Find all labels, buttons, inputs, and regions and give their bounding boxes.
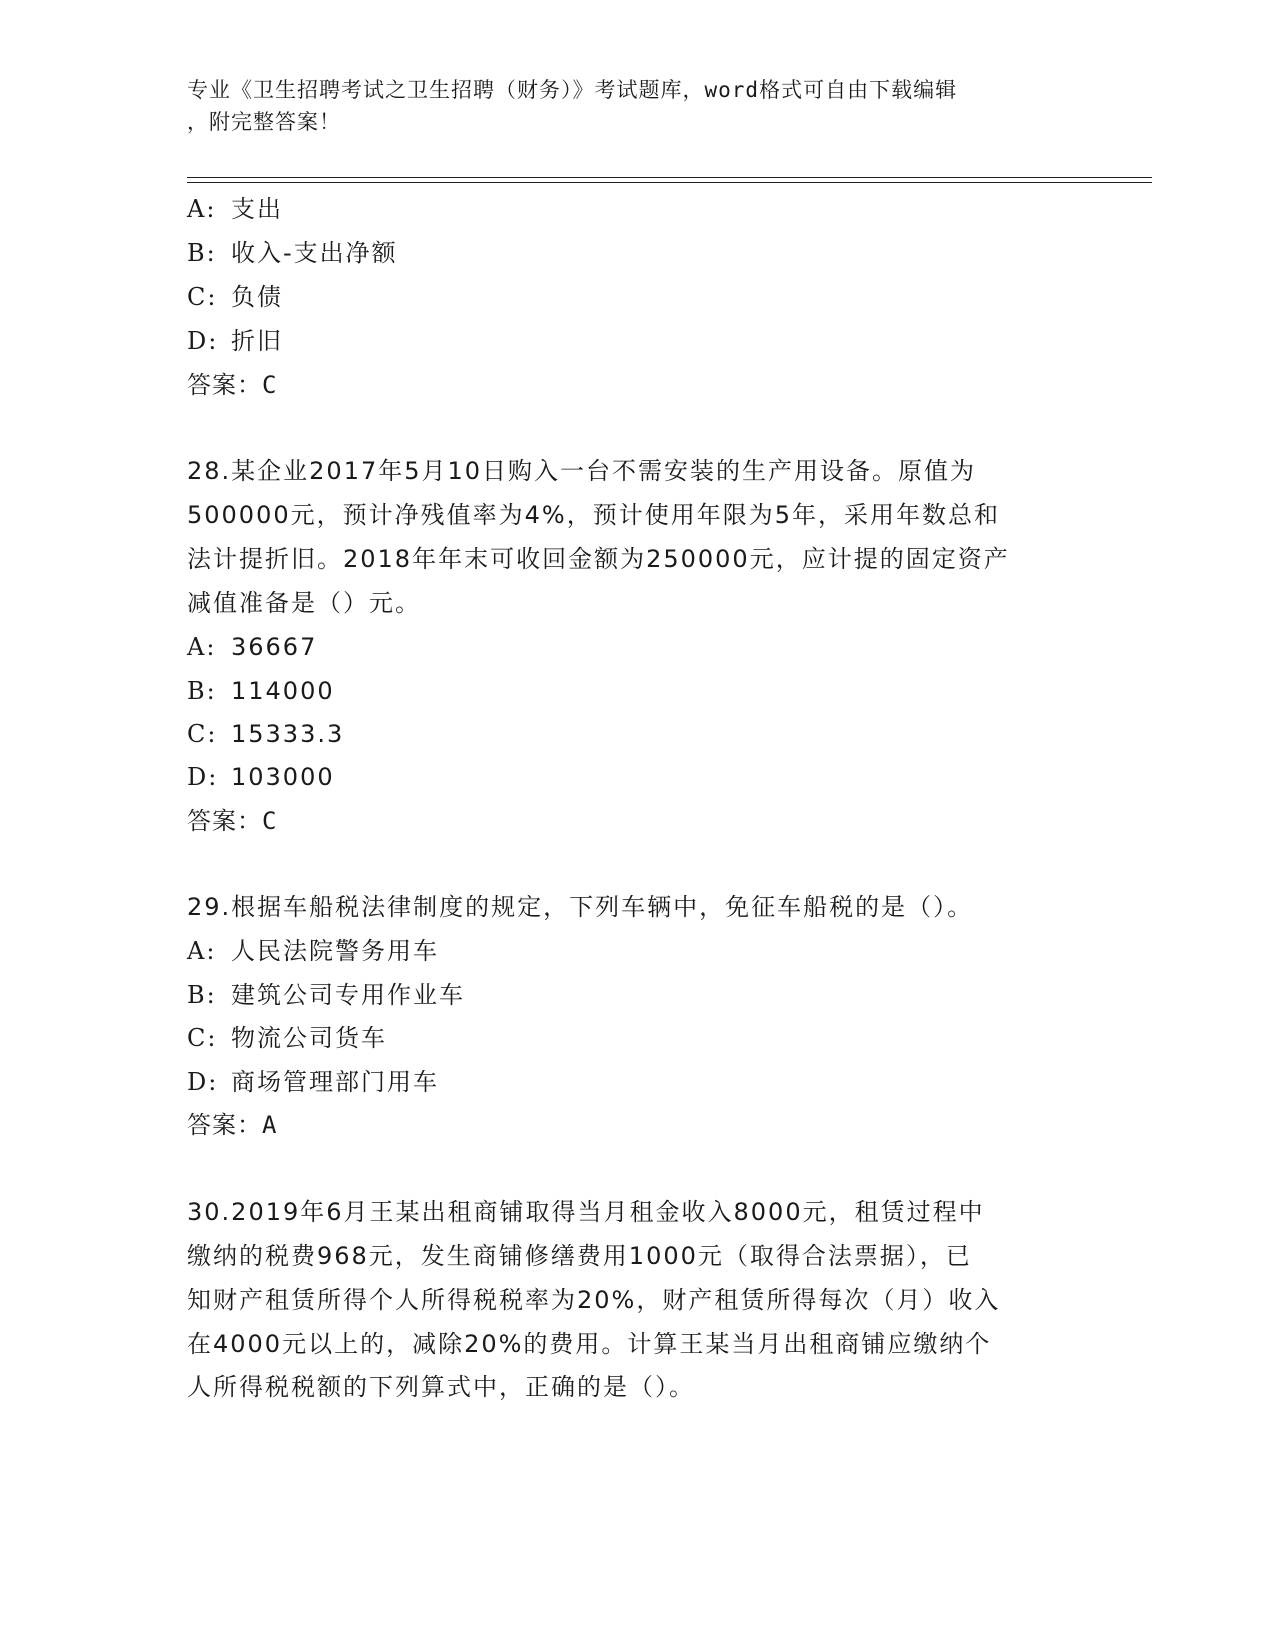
option-key: D: bbox=[187, 1068, 219, 1096]
header-line-1: 专业《卫生招聘考试之卫生招聘（财务）》考试题库，word格式可自由下载编辑 bbox=[187, 78, 958, 102]
option-text: 建筑公司专用作业车 bbox=[231, 981, 465, 1009]
option-key: C: bbox=[187, 1024, 218, 1052]
question-30-line-1: 30.2019年6月王某出租商铺取得当月租金收入8000元，租赁过程中 bbox=[187, 1198, 985, 1226]
option-text: 物流公司货车 bbox=[231, 1024, 387, 1052]
option-text: 103000 bbox=[231, 763, 335, 791]
option-text: 负债 bbox=[231, 283, 283, 311]
option-d bbox=[187, 762, 335, 792]
option-text: 支出 bbox=[231, 195, 283, 223]
option-key: B: bbox=[187, 677, 217, 705]
header-line-2: ，附完整答案！ bbox=[187, 110, 341, 134]
option-key: C: bbox=[187, 283, 218, 311]
answer-label: 答案： bbox=[187, 807, 262, 835]
option-text: 收入-支出净额 bbox=[231, 239, 398, 267]
option-key: B: bbox=[187, 981, 217, 1009]
document-header bbox=[187, 74, 1067, 138]
header-divider-top bbox=[187, 177, 1152, 178]
option-key: D: bbox=[187, 763, 219, 791]
option-c bbox=[187, 719, 344, 749]
option-key: A: bbox=[187, 937, 217, 965]
answer-value: C bbox=[262, 807, 278, 835]
answer-value: C bbox=[262, 371, 278, 399]
option-b bbox=[187, 238, 398, 268]
option-a bbox=[187, 936, 439, 966]
option-a bbox=[187, 194, 283, 224]
header-divider-bottom bbox=[187, 182, 1152, 183]
option-text: 折旧 bbox=[231, 327, 283, 355]
option-text: 36667 bbox=[231, 633, 318, 661]
option-b bbox=[187, 980, 465, 1010]
option-c bbox=[187, 282, 283, 312]
question-30-line-5: 人所得税税额的下列算式中，正确的是（）。 bbox=[187, 1373, 695, 1401]
option-text: 商场管理部门用车 bbox=[231, 1068, 439, 1096]
option-d bbox=[187, 326, 283, 356]
option-key: A: bbox=[187, 633, 217, 661]
answer-value: A bbox=[262, 1111, 278, 1139]
option-text: 人民法院警务用车 bbox=[231, 937, 439, 965]
option-key: A: bbox=[187, 195, 217, 223]
answer-line bbox=[187, 806, 277, 836]
question-30-line-2: 缴纳的税费968元，发生商铺修缮费用1000元（取得合法票据），已 bbox=[187, 1242, 972, 1270]
question-30-line-3: 知财产租赁所得个人所得税税率为20%，财产租赁所得每次（月）收入 bbox=[187, 1286, 1001, 1314]
option-key: C: bbox=[187, 720, 218, 748]
question-30-line-4: 在4000元以上的，减除20%的费用。计算王某当月出租商铺应缴纳个 bbox=[187, 1330, 992, 1358]
question-28-line-2: 500000元，预计净残值率为4%，预计使用年限为5年，采用年数总和 bbox=[187, 501, 1000, 529]
option-key: D: bbox=[187, 327, 219, 355]
question-29-line-1: 29.根据车船税法律制度的规定，下列车辆中，免征车船税的是（）。 bbox=[187, 893, 974, 921]
answer-line bbox=[187, 1110, 277, 1140]
option-b bbox=[187, 676, 335, 706]
answer-line bbox=[187, 370, 277, 400]
option-d bbox=[187, 1067, 439, 1097]
answer-label: 答案： bbox=[187, 371, 262, 399]
option-key: B: bbox=[187, 239, 217, 267]
question-28-line-1: 28.某企业2017年5月10日购入一台不需安装的生产用设备。原值为 bbox=[187, 457, 977, 485]
option-text: 114000 bbox=[231, 677, 335, 705]
option-text: 15333.3 bbox=[231, 720, 345, 748]
question-28-line-3: 法计提折旧。2018年年末可收回金额为250000元，应计提的固定资产 bbox=[187, 545, 1010, 573]
option-c bbox=[187, 1023, 387, 1053]
question-28-line-4: 减值准备是（）元。 bbox=[187, 589, 421, 617]
answer-label: 答案： bbox=[187, 1111, 262, 1139]
option-a bbox=[187, 632, 317, 662]
